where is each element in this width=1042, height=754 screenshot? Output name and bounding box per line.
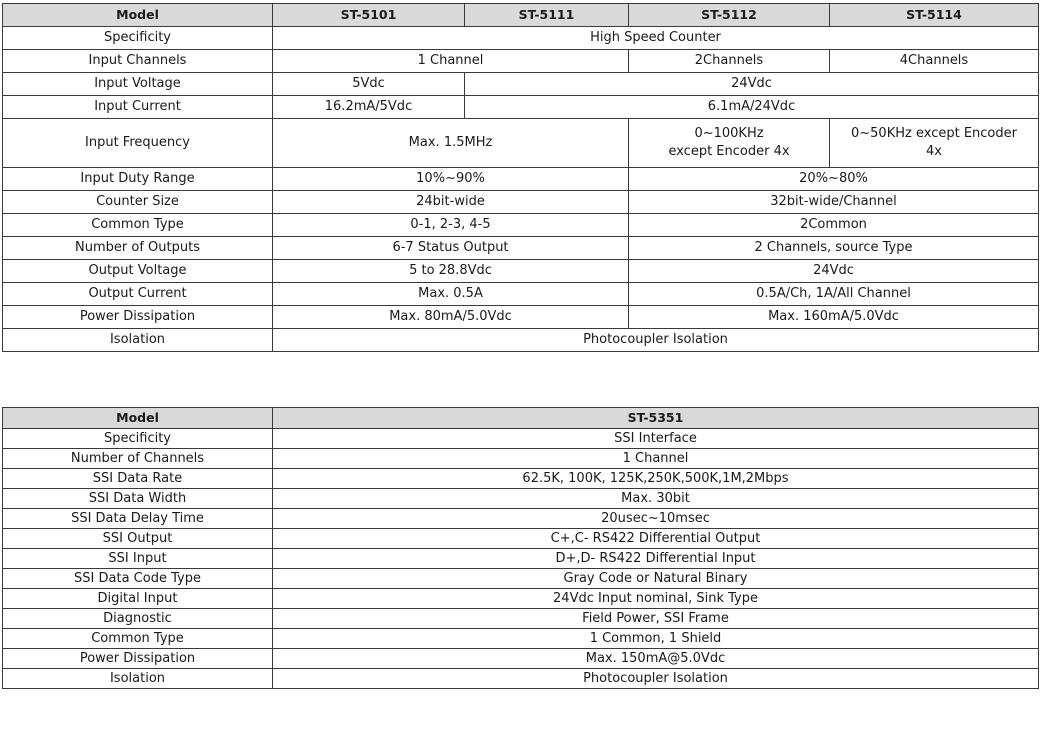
header-st-5101: ST-5101 xyxy=(273,4,465,27)
row-label: Common Type xyxy=(3,214,273,237)
table-row xyxy=(3,283,1039,306)
row-label: Input Voltage xyxy=(3,73,273,96)
cell-value: Photocoupler Isolation xyxy=(273,669,1039,689)
table-row xyxy=(3,649,1039,669)
row-label: Isolation xyxy=(3,329,273,352)
table-row xyxy=(3,306,1039,329)
cell-value: 24bit-wide xyxy=(273,191,629,214)
row-label: Common Type xyxy=(3,629,273,649)
row-label: SSI Data Width xyxy=(3,489,273,509)
table-row xyxy=(3,191,1039,214)
cell-value: Max. 160mA/5.0Vdc xyxy=(629,306,1039,329)
cell-line: 0~100KHz xyxy=(694,126,764,141)
table-row xyxy=(3,489,1039,509)
cell-value: 10%~90% xyxy=(273,168,629,191)
row-label: Output Voltage xyxy=(3,260,273,283)
header-model: Model xyxy=(3,4,273,27)
table-row xyxy=(3,27,1039,50)
cell-line: except Encoder 4x xyxy=(668,144,790,159)
row-label: Input Current xyxy=(3,96,273,119)
row-label: Specificity xyxy=(3,27,273,50)
cell-value: 1 Channel xyxy=(273,449,1039,469)
row-label: Output Current xyxy=(3,283,273,306)
row-label: Number of Channels xyxy=(3,449,273,469)
cell-value: 16.2mA/5Vdc xyxy=(273,96,465,119)
cell-value: Photocoupler Isolation xyxy=(273,329,1039,352)
row-label: Specificity xyxy=(3,429,273,449)
cell-value: 2 Channels, source Type xyxy=(629,237,1039,260)
cell-value: Max. 1.5MHz xyxy=(273,119,629,168)
cell-value: 0-1, 2-3, 4-5 xyxy=(273,214,629,237)
spec-table-counters xyxy=(2,3,1039,352)
cell-line: 4x xyxy=(926,144,942,159)
table-row xyxy=(3,237,1039,260)
row-label: Power Dissipation xyxy=(3,649,273,669)
cell-value: 0.5A/Ch, 1A/All Channel xyxy=(629,283,1039,306)
table-row xyxy=(3,509,1039,529)
row-label: Power Dissipation xyxy=(3,306,273,329)
row-label: Input Channels xyxy=(3,50,273,73)
table-header-row xyxy=(3,408,1039,429)
table-row xyxy=(3,669,1039,689)
table-row xyxy=(3,429,1039,449)
table-row xyxy=(3,529,1039,549)
cell-value: High Speed Counter xyxy=(273,27,1039,50)
cell-value: 24Vdc Input nominal, Sink Type xyxy=(273,589,1039,609)
row-label: SSI Data Code Type xyxy=(3,569,273,589)
cell-value: 20%~80% xyxy=(629,168,1039,191)
header-st-5112: ST-5112 xyxy=(629,4,830,27)
cell-value: SSI Interface xyxy=(273,429,1039,449)
table-row xyxy=(3,329,1039,352)
table-row xyxy=(3,119,1039,168)
cell-value: Max. 80mA/5.0Vdc xyxy=(273,306,629,329)
cell-value: 24Vdc xyxy=(465,73,1039,96)
table-row xyxy=(3,609,1039,629)
table-row xyxy=(3,260,1039,283)
cell-value: 5 to 28.8Vdc xyxy=(273,260,629,283)
cell-value: 6.1mA/24Vdc xyxy=(465,96,1039,119)
cell-value: Max. 0.5A xyxy=(273,283,629,306)
cell-value: D+,D- RS422 Differential Input xyxy=(273,549,1039,569)
cell-value: 4Channels xyxy=(830,50,1039,73)
cell-value: Max. 150mA@5.0Vdc xyxy=(273,649,1039,669)
table-header-row xyxy=(3,4,1039,27)
row-label: Diagnostic xyxy=(3,609,273,629)
row-label: Digital Input xyxy=(3,589,273,609)
table-row xyxy=(3,469,1039,489)
cell-value: 1 Common, 1 Shield xyxy=(273,629,1039,649)
cell-value: Max. 30bit xyxy=(273,489,1039,509)
table-row xyxy=(3,168,1039,191)
row-label: Isolation xyxy=(3,669,273,689)
table-row xyxy=(3,449,1039,469)
cell-value: 5Vdc xyxy=(273,73,465,96)
header-model: Model xyxy=(3,408,273,429)
cell-value: 2Common xyxy=(629,214,1039,237)
cell-value: 1 Channel xyxy=(273,50,629,73)
row-label: SSI Data Rate xyxy=(3,469,273,489)
table-row xyxy=(3,569,1039,589)
row-label: SSI Data Delay Time xyxy=(3,509,273,529)
cell-value: 24Vdc xyxy=(629,260,1039,283)
cell-value xyxy=(830,119,1039,168)
header-st-5114: ST-5114 xyxy=(830,4,1039,27)
cell-value: 6-7 Status Output xyxy=(273,237,629,260)
spec-table-ssi xyxy=(2,407,1039,689)
cell-value: 20usec~10msec xyxy=(273,509,1039,529)
table-row xyxy=(3,589,1039,609)
row-label: SSI Output xyxy=(3,529,273,549)
table-row xyxy=(3,629,1039,649)
row-label: Number of Outputs xyxy=(3,237,273,260)
row-label: Counter Size xyxy=(3,191,273,214)
cell-value: 32bit-wide/Channel xyxy=(629,191,1039,214)
row-label: Input Duty Range xyxy=(3,168,273,191)
cell-value: C+,C- RS422 Differential Output xyxy=(273,529,1039,549)
row-label: SSI Input xyxy=(3,549,273,569)
header-st-5351: ST-5351 xyxy=(273,408,1039,429)
table-row xyxy=(3,214,1039,237)
table-row xyxy=(3,50,1039,73)
cell-value: Field Power, SSI Frame xyxy=(273,609,1039,629)
header-st-5111: ST-5111 xyxy=(465,4,629,27)
table-row xyxy=(3,96,1039,119)
cell-line: 0~50KHz except Encoder xyxy=(851,126,1017,141)
table-row xyxy=(3,549,1039,569)
cell-value xyxy=(629,119,830,168)
table-row xyxy=(3,73,1039,96)
cell-value: 62.5K, 100K, 125K,250K,500K,1M,2Mbps xyxy=(273,469,1039,489)
cell-value: Gray Code or Natural Binary xyxy=(273,569,1039,589)
cell-value: 2Channels xyxy=(629,50,830,73)
row-label: Input Frequency xyxy=(3,119,273,168)
